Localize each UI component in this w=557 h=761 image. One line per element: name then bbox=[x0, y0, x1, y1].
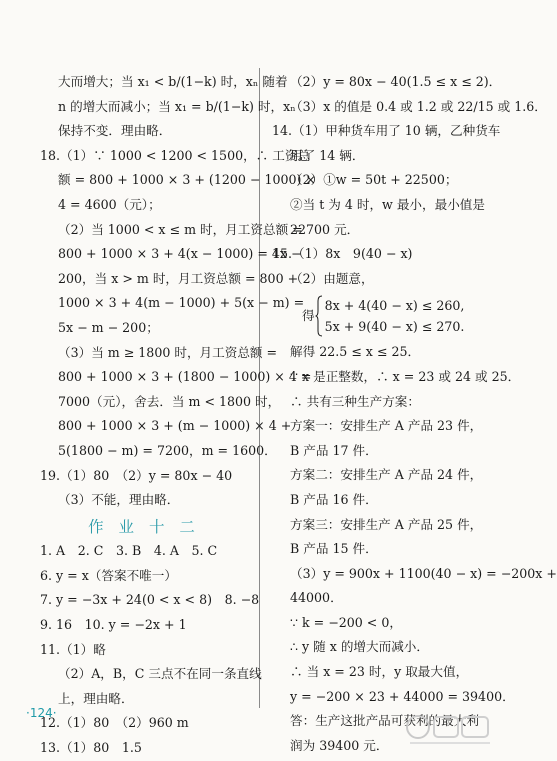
right-answers-part1 bbox=[272, 70, 547, 291]
inequality-system bbox=[272, 291, 477, 340]
answer-line: 6. y = x（答案不唯一） bbox=[40, 567, 177, 583]
right-answers-part2 bbox=[272, 340, 557, 758]
answer-line: ∴ 当 x = 23 时，y 取最大值， bbox=[290, 664, 469, 680]
answer-line: 15.（1）8x 9(40 − x) bbox=[272, 246, 413, 262]
answer-line: （2）y = 80x − 40(1.5 ≤ x ≤ 2)． bbox=[290, 74, 502, 89]
answer-line: 方案二：安排生产 A 产品 24 件， bbox=[290, 467, 483, 483]
answer-line: 7000（元），舍去．当 m < 1800 时， bbox=[58, 393, 281, 409]
answer-line: 5x − m − 200； bbox=[58, 319, 159, 335]
answer-line: 大而增大；当 x₁ < b/(1−k) 时，xₙ 随着 bbox=[58, 74, 288, 89]
answer-line: 19.（1）80 （2）y = 80x − 40 bbox=[40, 467, 233, 483]
left-answers-part1 bbox=[40, 70, 316, 513]
section-heading: 作 业 十 二 bbox=[88, 517, 200, 536]
answer-line: 1000 × 3 + 4(m − 1000) + 5(x − m) = bbox=[58, 295, 305, 311]
answer-line: 润为 39400 元． bbox=[290, 737, 389, 753]
answer-line: 14.（1）甲种货车用了 10 辆，乙种货车 bbox=[272, 123, 501, 139]
system-prefix: 得 bbox=[302, 307, 315, 323]
watermark-logo bbox=[404, 709, 494, 749]
answer-line: （2）当 1000 < x ≤ m 时，月工资总额 = bbox=[58, 221, 303, 237]
answer-line: 保持不变．理由略． bbox=[58, 123, 172, 139]
answer-line: 11.（1）略 bbox=[40, 641, 106, 657]
system-equation-1: 8x + 4(40 − x) ≤ 260, bbox=[324, 297, 465, 313]
answer-line: （3）不能，理由略． bbox=[58, 492, 180, 508]
answer-line: ∵ x 是正整数，∴ x = 23 或 24 或 25． bbox=[290, 368, 521, 384]
left-answers-part2 bbox=[40, 539, 262, 760]
answer-line: 800 + 1000 × 3 + (m − 1000) × 4 + bbox=[58, 418, 292, 434]
answer-line: （3）x 的值是 0.4 或 1.2 或 22/15 或 1.6． bbox=[290, 98, 547, 114]
answer-line: （3）当 m ≥ 1800 时，月工资总额 = bbox=[58, 344, 278, 360]
answer-line: 800 + 1000 × 3 + 4(x − 1000) = 4x − bbox=[58, 246, 302, 262]
answer-line: ∴ 共有三种生产方案： bbox=[290, 393, 420, 409]
answer-line: 18.（1）∵ 1000 < 1200 < 1500，∴ 工资总 bbox=[40, 147, 311, 163]
answer-line: 方案一：安排生产 A 产品 23 件， bbox=[290, 418, 483, 434]
left-column bbox=[40, 70, 316, 761]
system-equation-2: 5x + 9(40 − x) ≤ 270. bbox=[324, 318, 465, 334]
answer-line: 44000． bbox=[290, 590, 343, 606]
answer-line: 额 = 800 + 1000 × 3 + (1200 − 1000) × bbox=[58, 172, 316, 188]
right-column bbox=[272, 70, 557, 758]
answer-line: 200，当 x > m 时，月工资总额 = 800 + bbox=[58, 270, 299, 286]
answer-line: （2）由题意， bbox=[290, 270, 374, 286]
answer-line: 9. 16 10. y = −2x + 1 bbox=[40, 617, 187, 633]
answer-line: ②当 t 为 4 时，w 最小，最小值是 bbox=[290, 196, 485, 212]
answer-line: 800 + 1000 × 3 + (1800 − 1000) × 4 = bbox=[58, 369, 312, 385]
answer-line: 解得 22.5 ≤ x ≤ 25． bbox=[290, 344, 421, 360]
answer-line: n 的增大而减小；当 x₁ = b/(1−k) 时，xₙ bbox=[58, 98, 296, 114]
answer-line: 上，理由略． bbox=[58, 690, 134, 706]
answer-line: 13.（1）80 1.5 bbox=[40, 740, 142, 756]
answer-line: y = −200 × 23 + 44000 = 39400． bbox=[290, 688, 515, 704]
answer-line: （2）A，B，C 三点不在同一条直线 bbox=[58, 666, 262, 682]
answer-line: B 产品 15 件． bbox=[290, 541, 378, 557]
left-brace-icon bbox=[315, 295, 323, 337]
answer-line: 方案三：安排生产 A 产品 25 件， bbox=[290, 516, 483, 532]
answer-line: （3）y = 900x + 1100(40 − x) = −200x + bbox=[290, 565, 557, 581]
answer-line: 用了 14 辆． bbox=[290, 147, 365, 163]
answer-line: 4 = 4600（元）； bbox=[58, 196, 161, 212]
page-number: ·124· bbox=[26, 706, 57, 720]
answer-line: ∴ y 随 x 的增大而减小． bbox=[290, 639, 429, 655]
answer-line: 1. A 2. C 3. B 4. A 5. C bbox=[40, 543, 218, 559]
answer-line: 答：生产这批产品可获利的最大利 bbox=[290, 713, 479, 729]
answer-line: 5(1800 − m) = 7200，m = 1600． bbox=[58, 442, 277, 458]
answer-line: 12.（1）80 （2）960 m bbox=[40, 715, 189, 731]
answer-line: 22700 元． bbox=[290, 221, 360, 237]
answer-line: 7. y = −3x + 24(0 < x < 8) 8. −8 bbox=[40, 592, 260, 608]
answer-line: ∵ k = −200 < 0， bbox=[290, 614, 402, 630]
answer-line: B 产品 17 件． bbox=[290, 442, 378, 458]
answer-line: B 产品 16 件． bbox=[290, 491, 378, 507]
answer-line: （2）①w = 50t + 22500； bbox=[290, 172, 458, 188]
